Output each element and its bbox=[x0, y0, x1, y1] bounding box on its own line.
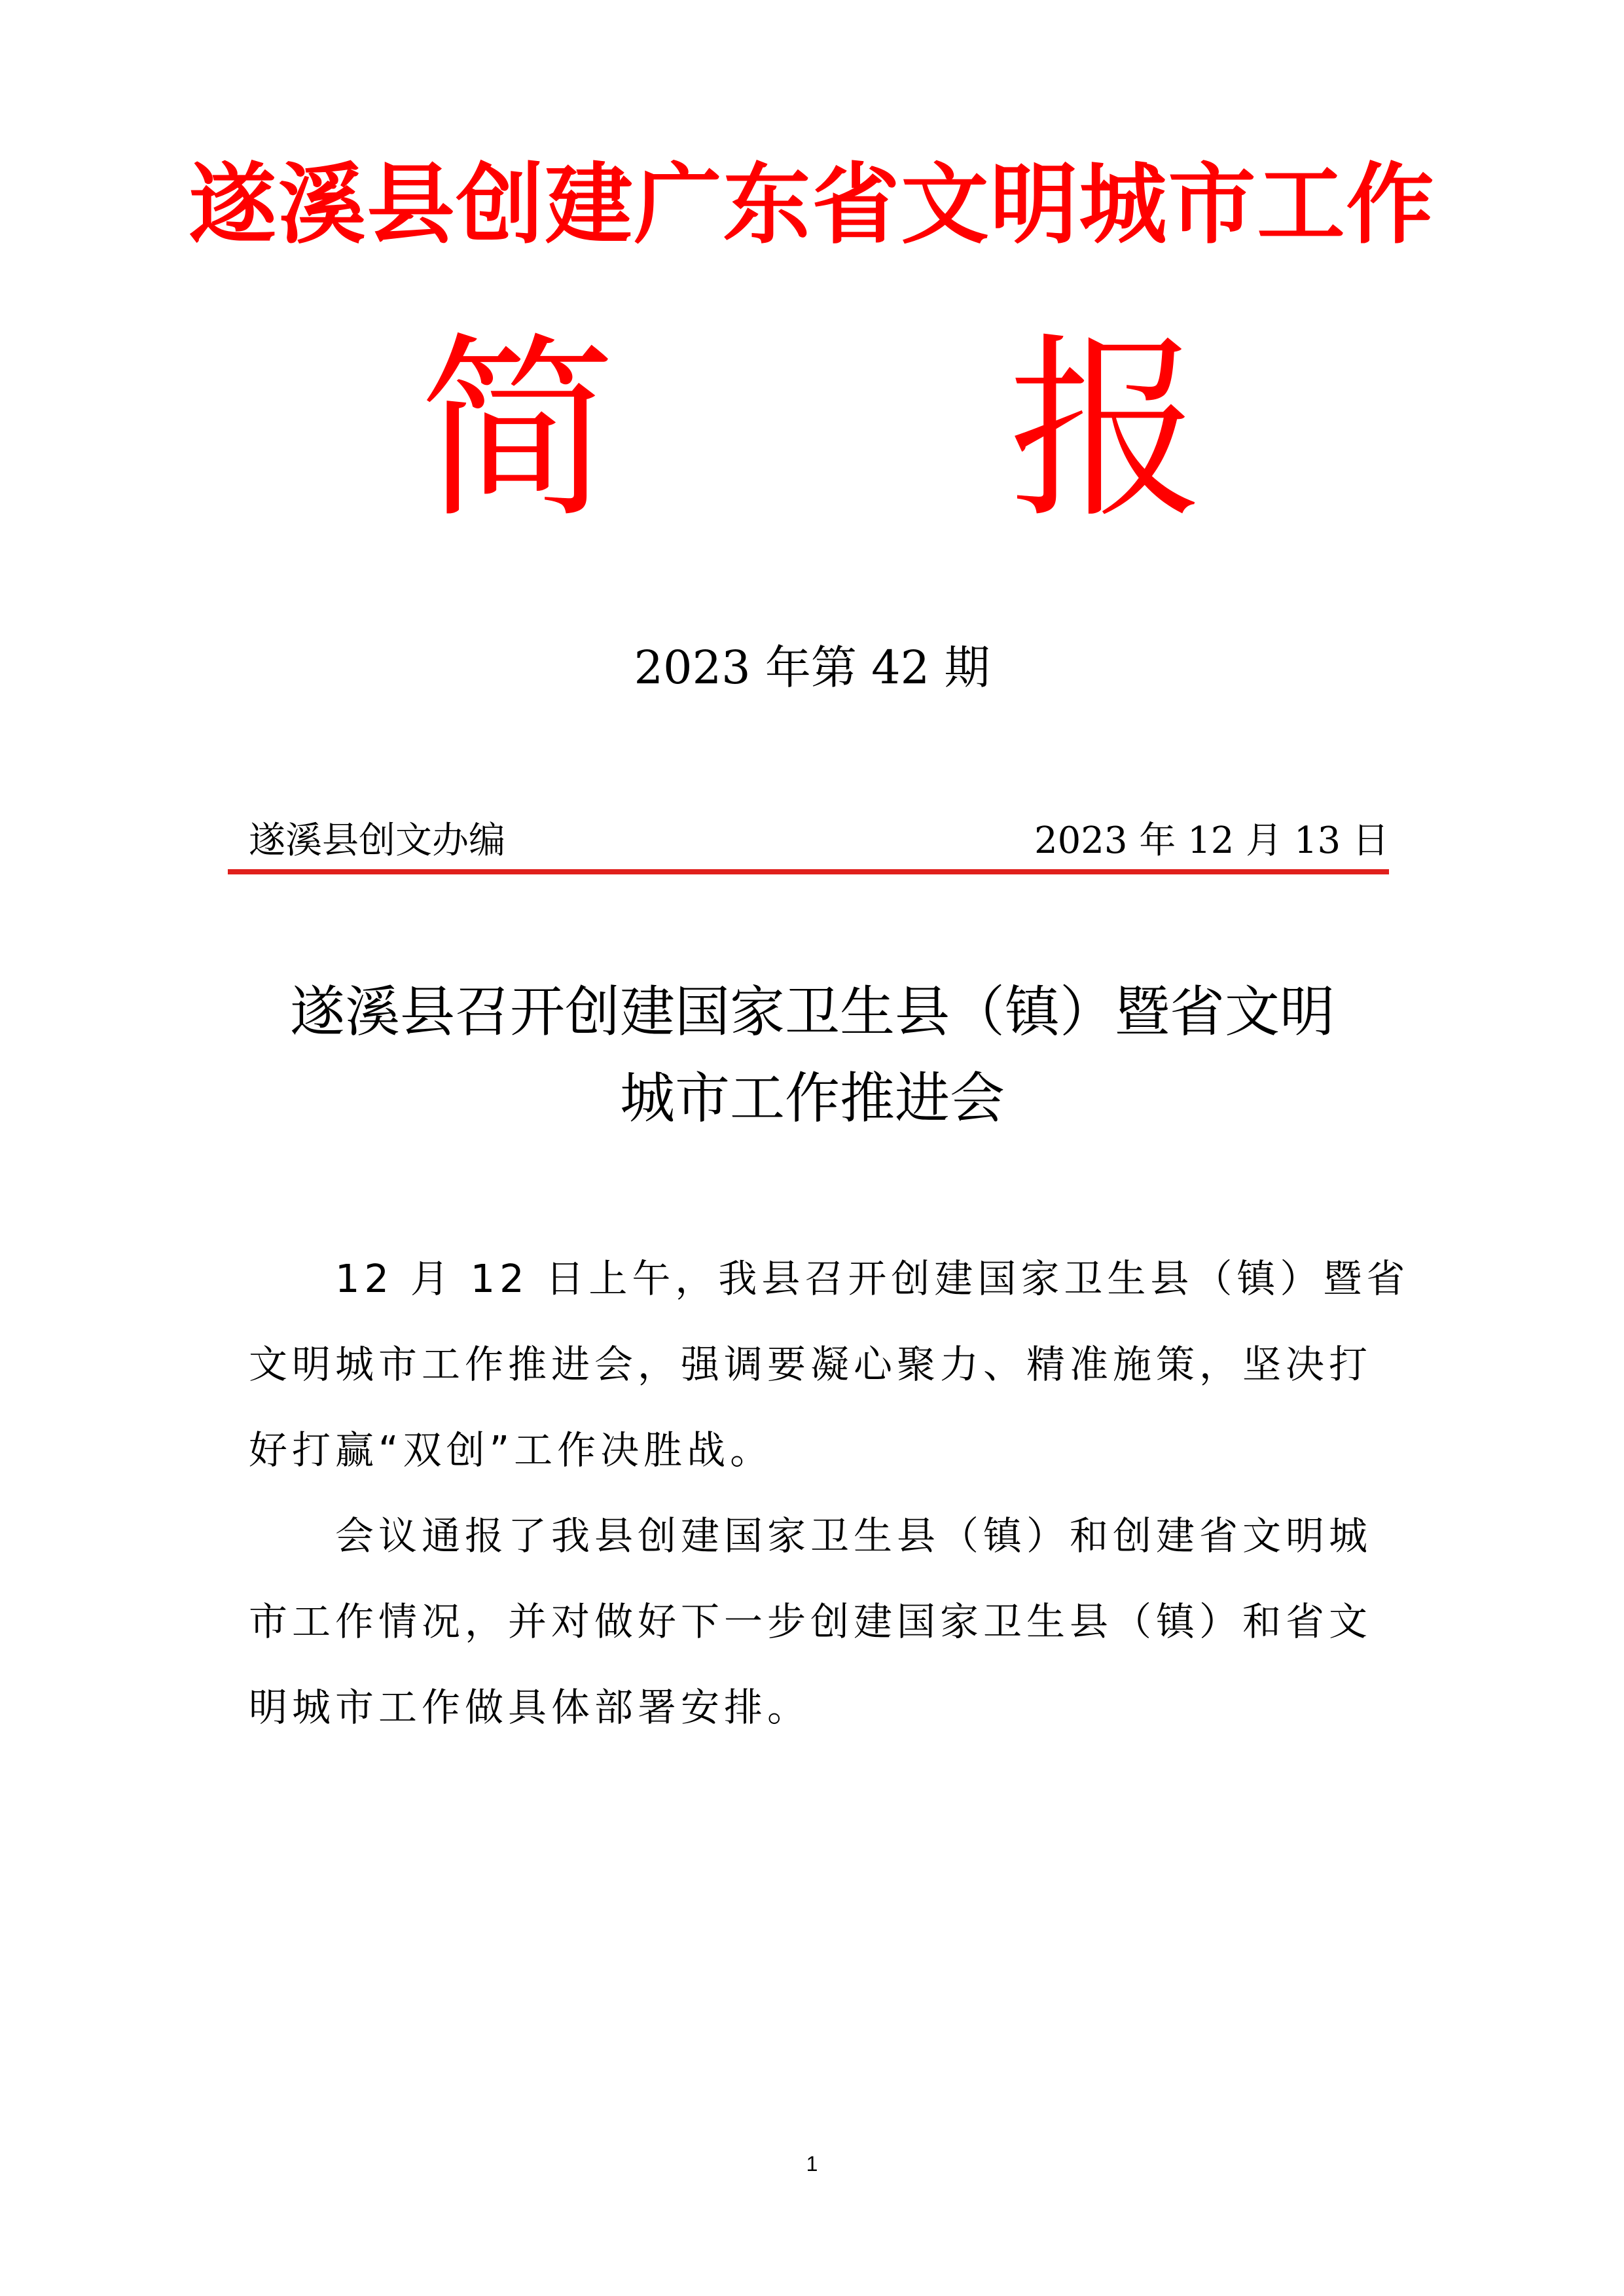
body-line: 好打赢“双创”工作决胜战。 bbox=[249, 1427, 774, 1473]
article-title-line: 城市工作推进会 bbox=[619, 1066, 1005, 1130]
body-line: 文明城市工作推进会，强调要凝心聚力、精准施策，坚决打 bbox=[249, 1342, 1373, 1387]
editor-label: 遂溪县创文办编 bbox=[249, 819, 505, 862]
article-title-line: 遂溪县召开创建国家卫生县（镇）暨省文明 bbox=[289, 980, 1335, 1044]
body-line: 明城市工作做具体部署安排。 bbox=[249, 1685, 811, 1730]
article-title bbox=[216, 969, 1409, 1141]
issue-number: 2023 年第 42 期 bbox=[634, 641, 990, 694]
body-line: 12 月 12 日上午，我县召开创建国家卫生县（镇）暨省 bbox=[249, 1256, 1410, 1301]
body-line: 会议通报了我县创建国家卫生县（镇）和创建省文明城 bbox=[249, 1513, 1373, 1558]
meta-row bbox=[249, 815, 1389, 867]
masthead-title: 遂溪县创建广东省文明城市工作 bbox=[189, 154, 1435, 256]
article-body bbox=[249, 1236, 1410, 1750]
header-divider bbox=[228, 869, 1389, 874]
body-line: 市工作情况，并对做好下一步创建国家卫生县（镇）和省文 bbox=[249, 1599, 1373, 1644]
masthead-bulletin-word: 简 报 bbox=[419, 316, 1205, 545]
page-number: 1 bbox=[806, 2152, 818, 2176]
issue-date: 2023 年 12 月 13 日 bbox=[1034, 819, 1389, 862]
